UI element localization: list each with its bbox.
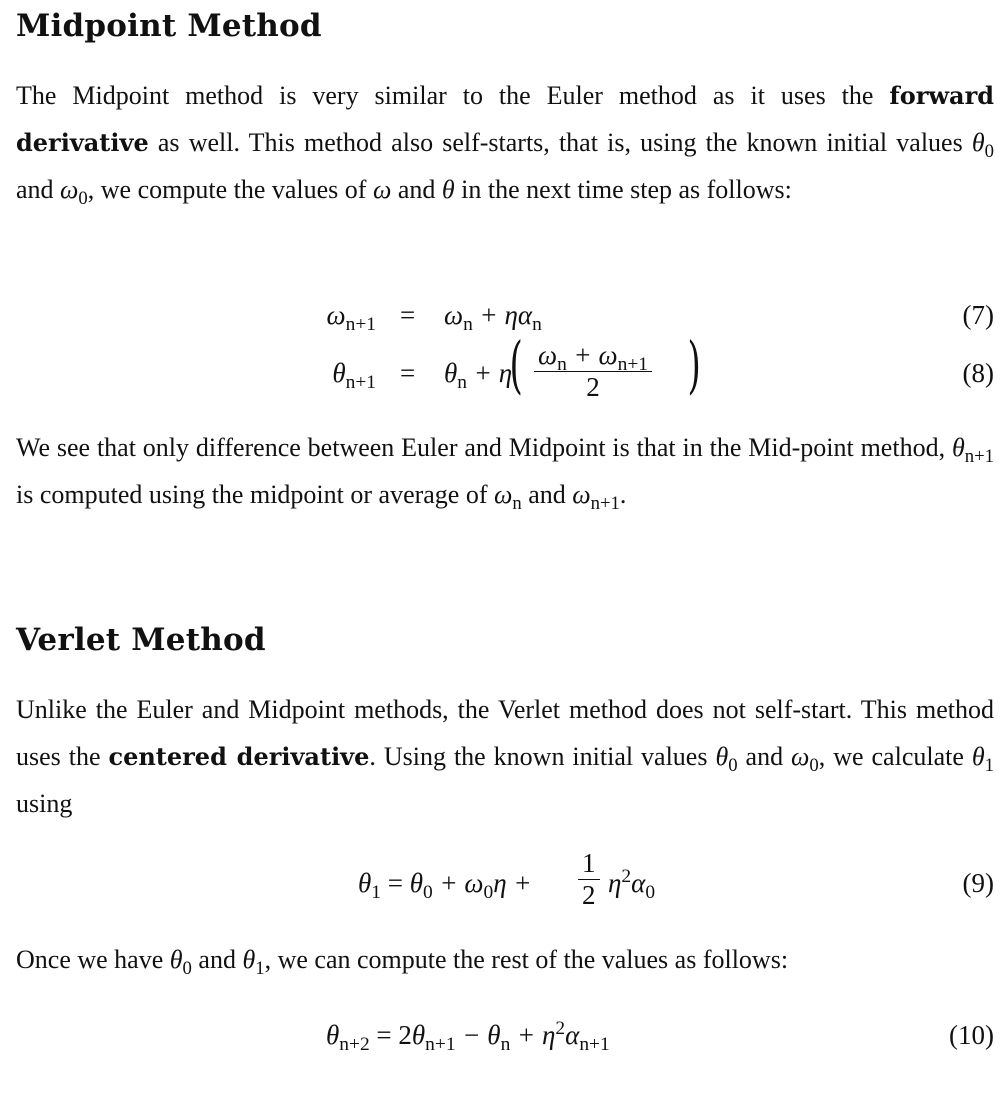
text: We see that only difference between Euler and Midpoint is that in the Mid-point method, bbox=[16, 433, 952, 462]
text: and bbox=[16, 175, 61, 204]
paragraph-midpoint-intro bbox=[16, 72, 994, 213]
text: , we can compute the rest of the values as follows: bbox=[264, 945, 789, 974]
eq9-left: $\theta_1 = \theta_0 + \omega_0\eta$ + bbox=[358, 868, 532, 903]
text: in the next time step as follows: bbox=[454, 175, 792, 204]
text: and bbox=[521, 480, 573, 509]
text: Once we have bbox=[16, 945, 170, 974]
eq8-rhs: $\theta_n + \eta$ bbox=[444, 358, 513, 393]
eq10-number: (10) bbox=[949, 1020, 994, 1050]
math-theta: θ bbox=[441, 175, 455, 204]
eq8-fraction: $\frac{\omega_n + \omega_{n+1}}{2}$ bbox=[534, 340, 652, 403]
text: is computed using the midpoint or average of bbox=[16, 480, 495, 509]
text: and bbox=[391, 175, 442, 204]
eq7-rhs: $\omega_n + \eta\alpha_n$ bbox=[444, 300, 542, 335]
section-title-verlet: Verlet Method bbox=[16, 622, 266, 658]
section-title-midpoint: Midpoint Method bbox=[16, 8, 322, 44]
eq7-lhs: $\omega_{n+1}$ bbox=[326, 300, 376, 335]
text: . Using the known initial values bbox=[369, 742, 716, 771]
text: as well. This method also self-starts, that is, using the known initial values bbox=[148, 128, 972, 157]
eq8-paren-close: ) bbox=[687, 328, 701, 401]
eq8-number: (8) bbox=[962, 358, 994, 388]
bold-term-forward-derivative: forward derivative bbox=[16, 81, 994, 157]
math-theta0: $\theta_0$ bbox=[971, 128, 994, 162]
math-omega0: $\omega_0$ bbox=[60, 175, 88, 209]
eq7-number: (7) bbox=[962, 300, 994, 330]
math-omega: ω bbox=[372, 175, 392, 204]
math-theta1: $\theta_1$ bbox=[971, 742, 994, 776]
math-omega-n1: $\omega_{n+1}$ bbox=[572, 480, 620, 514]
equation-9 bbox=[16, 848, 994, 918]
text: and bbox=[191, 945, 243, 974]
eq8-lhs: $\theta_{n+1}$ bbox=[332, 358, 376, 393]
equation-8 bbox=[16, 328, 994, 408]
text: . bbox=[619, 480, 627, 509]
equation-10 bbox=[16, 1020, 994, 1060]
math-omega0: $\omega_0$ bbox=[791, 742, 819, 776]
text: using bbox=[16, 789, 73, 818]
text: , we compute the values of bbox=[87, 175, 373, 204]
math-theta0: $\theta_0$ bbox=[715, 742, 738, 776]
eq9-number: (9) bbox=[962, 868, 994, 898]
paragraph-verlet-once bbox=[16, 936, 994, 983]
eq9-fraction: $\frac{1}{2}$ bbox=[578, 848, 600, 911]
text: and bbox=[737, 742, 792, 771]
eq8-paren-open: ( bbox=[509, 328, 523, 401]
text: , we calculate bbox=[818, 742, 972, 771]
math-theta1: $\theta_1$ bbox=[242, 945, 265, 979]
math-omega-n: $\omega_n$ bbox=[494, 480, 522, 514]
eq8-equals: = bbox=[400, 358, 416, 388]
eq10-body: $\theta_{n+2} = 2\theta_{n+1} - \theta_n + \eta^2\alpha_{n+1}$ bbox=[326, 1018, 610, 1055]
eq7-equals: = bbox=[400, 300, 416, 330]
math-theta-n1: $\theta_{n+1}$ bbox=[951, 433, 994, 467]
paragraph-midpoint-difference bbox=[16, 424, 994, 518]
eq9-right: $\eta^2\alpha_0$ bbox=[608, 866, 656, 903]
bold-term-centered-derivative: centered derivative bbox=[108, 742, 370, 771]
paragraph-verlet-intro bbox=[16, 686, 994, 827]
text: The Midpoint method is very similar to the Euler method as it uses the bbox=[16, 81, 890, 110]
text: Unlike the Euler and Midpoint methods, the Verlet method does not self-start. This method uses the bbox=[16, 695, 994, 771]
math-theta0: $\theta_0$ bbox=[169, 945, 192, 979]
